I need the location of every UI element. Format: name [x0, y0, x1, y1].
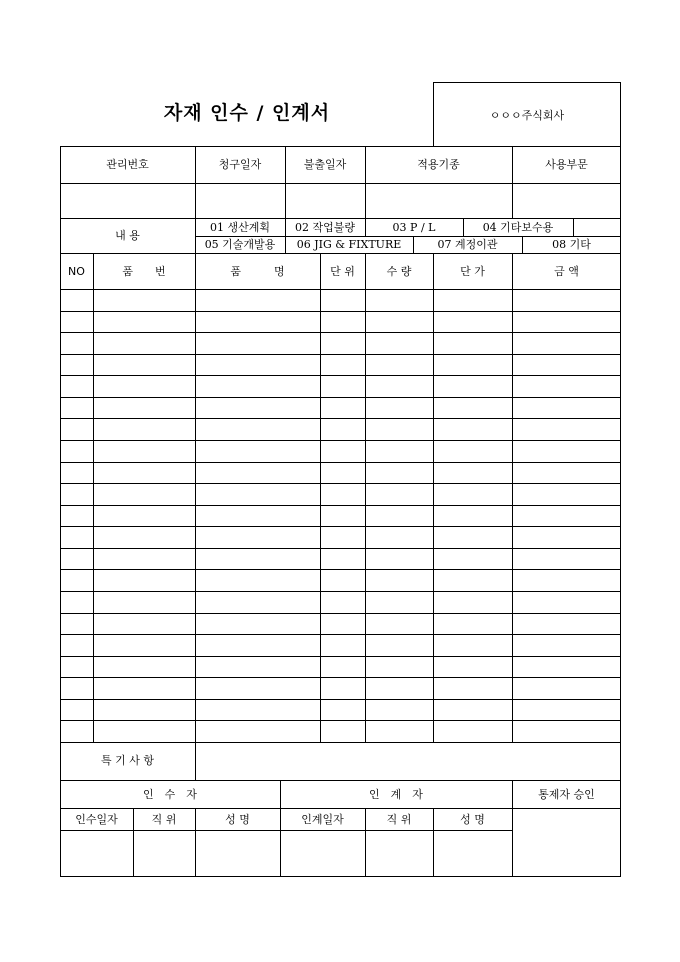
special-notes-field[interactable]	[196, 743, 620, 779]
table-row-divider	[60, 569, 621, 570]
company-name: ㅇㅇㅇ주식회사	[489, 109, 565, 122]
receiver-position-label: 직 위	[151, 813, 177, 826]
table-row-divider	[60, 699, 621, 700]
option-07[interactable]: 07 계정이관	[437, 238, 498, 251]
handover-position-label: 직 위	[386, 813, 412, 826]
table-row-divider	[60, 677, 621, 678]
col-amount: 금 액	[554, 265, 579, 278]
table-row-divider	[60, 591, 621, 592]
col-part-no: 품 번	[122, 265, 166, 278]
receiver-label: 인 수 자	[143, 788, 197, 801]
option-01[interactable]: 01 생산계획	[210, 221, 270, 234]
option-02[interactable]: 02 작업불량	[295, 221, 355, 234]
table-row-divider	[60, 332, 621, 333]
header-mgmt-no: 관리번호	[106, 158, 149, 171]
header-issue-date: 불출일자	[303, 158, 347, 171]
col-price: 단 가	[460, 265, 485, 278]
content-label: 내 용	[115, 229, 140, 242]
option-06[interactable]: 06 JIG & FIXTURE	[296, 238, 402, 251]
table-row-divider	[60, 634, 621, 635]
table-row-divider	[60, 375, 621, 376]
approval-label: 통제자 승인	[538, 788, 595, 801]
table-row-divider	[60, 462, 621, 463]
receiver-date-label: 인수일자	[75, 813, 118, 826]
table-row-divider	[60, 656, 621, 657]
table-row-divider	[60, 440, 621, 441]
header-dept: 사용부문	[545, 158, 588, 171]
handover-date-label: 인계일자	[301, 813, 344, 826]
table-row-divider	[60, 418, 621, 419]
header-model: 적용기종	[417, 158, 460, 171]
col-part-name: 품 명	[230, 265, 285, 278]
option-05[interactable]: 05 기술개발용	[204, 238, 276, 251]
handover-name-label: 성 명	[460, 813, 485, 826]
table-row-divider	[60, 397, 621, 398]
table-row-divider	[60, 526, 621, 527]
col-no: NO	[68, 265, 85, 278]
special-notes-label: 특 기 사 항	[101, 754, 154, 767]
table-row-divider	[60, 720, 621, 721]
table-row-divider	[60, 505, 621, 506]
table-row-divider	[60, 483, 621, 484]
table-row-divider	[60, 613, 621, 614]
option-08[interactable]: 08 기타	[552, 238, 591, 251]
table-row-divider	[60, 354, 621, 355]
receiver-name-label: 성 명	[225, 813, 250, 826]
page-title: 자재 인수 / 인계서	[163, 102, 331, 124]
col-qty: 수 량	[386, 265, 412, 278]
col-unit: 단 위	[330, 265, 355, 278]
table-row-divider	[60, 311, 621, 312]
header-request-date: 청구일자	[218, 158, 262, 171]
option-03[interactable]: 03 P / L	[392, 221, 436, 234]
option-04[interactable]: 04 기타보수용	[482, 221, 554, 234]
handover-label: 인 계 자	[369, 788, 423, 801]
table-row-divider	[60, 548, 621, 549]
